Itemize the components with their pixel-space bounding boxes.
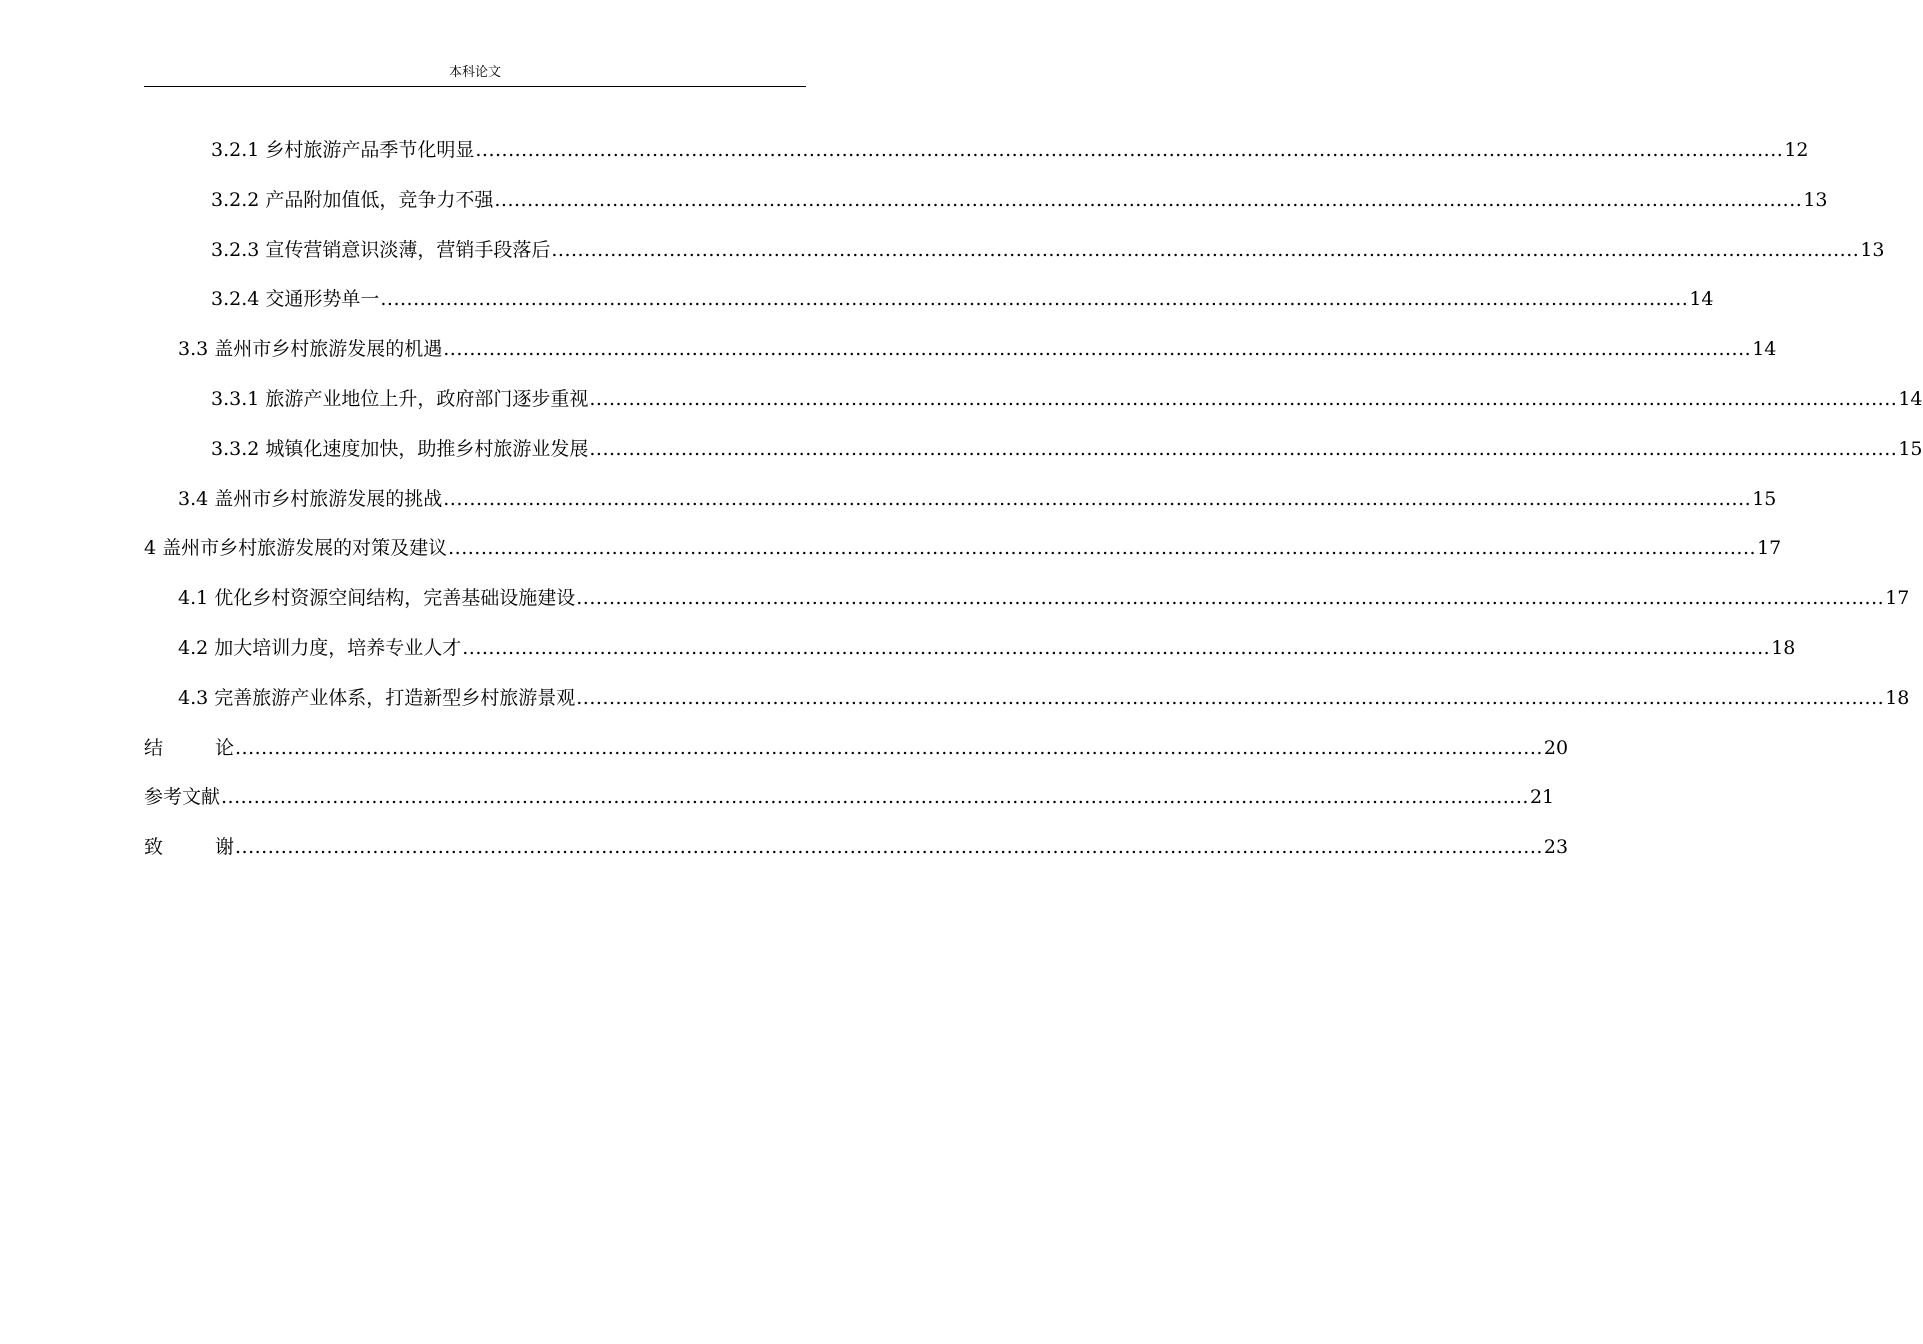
toc-entry-label: 3.2.4 交通形势单一 xyxy=(211,288,380,311)
table-of-contents xyxy=(144,130,1923,877)
toc-leader-dots: ........................................................................................................................................................................................................ xyxy=(576,686,1885,709)
toc-entry-label: 3.3 盖州市乡村旅游发展的机遇 xyxy=(178,338,443,361)
toc-page-number: 18 xyxy=(1771,636,1796,659)
toc-entry-label-char: 论 xyxy=(214,736,234,759)
toc-page-number: 20 xyxy=(1543,736,1569,759)
toc-entry[interactable] xyxy=(144,827,1569,877)
toc-entry-label: 3.2.3 宣传营销意识淡薄，营销手段落后 xyxy=(211,238,551,261)
toc-leader-dots: ........................................................................................................................................................................................................ xyxy=(380,288,1689,311)
toc-entry[interactable] xyxy=(144,578,1910,628)
toc-entry[interactable] xyxy=(144,180,1828,230)
toc-page-number: 14 xyxy=(1752,338,1777,361)
toc-page-number: 15 xyxy=(1752,487,1777,510)
toc-page-number: 14 xyxy=(1898,387,1923,410)
toc-leader-dots: ........................................................................................................................................................................................................ xyxy=(475,139,1784,161)
toc-entry-label: 4.3 完善旅游产业体系，打造新型乡村旅游景观 xyxy=(178,686,576,709)
toc-page-number: 12 xyxy=(1784,139,1809,161)
toc-entry-label: 3.3.1 旅游产业地位上升，政府部门逐步重视 xyxy=(211,387,589,410)
toc-entry-label xyxy=(144,827,234,867)
toc-leader-dots: ........................................................................................................................................................................................................ xyxy=(448,537,1757,560)
toc-entry[interactable] xyxy=(144,528,1782,578)
toc-entry-label: 参考文献 xyxy=(144,786,221,809)
toc-entry-label-char: 结 xyxy=(144,736,164,759)
toc-page-number: 17 xyxy=(1757,537,1782,560)
toc-page-number: 23 xyxy=(1543,836,1569,859)
toc-entry-label: 4.2 加大培训力度，培养专业人才 xyxy=(178,636,462,659)
toc-entry[interactable] xyxy=(144,429,1923,479)
toc-leader-dots: ........................................................................................................................................................................................................ xyxy=(443,338,1752,361)
toc-entry-label-char: 致 xyxy=(144,836,164,859)
toc-page-number: 13 xyxy=(1803,188,1828,211)
toc-entry[interactable] xyxy=(144,279,1714,329)
toc-entry-label: 3.2.2 产品附加值低，竞争力不强 xyxy=(211,188,494,211)
toc-entry[interactable] xyxy=(144,777,1555,827)
toc-entry[interactable] xyxy=(144,628,1796,678)
toc-leader-dots: ........................................................................................................................................................................................................ xyxy=(235,736,1543,759)
toc-page-number: 13 xyxy=(1860,238,1885,261)
toc-leader-dots: ........................................................................................................................................................................................................ xyxy=(589,437,1898,460)
toc-entry-label: 4.1 优化乡村资源空间结构，完善基础设施建设 xyxy=(178,587,576,610)
toc-entry[interactable] xyxy=(144,379,1923,429)
toc-entry-label-char: 谢 xyxy=(214,836,234,859)
toc-leader-dots: ........................................................................................................................................................................................................ xyxy=(551,238,1860,261)
toc-leader-dots: ........................................................................................................................................................................................................ xyxy=(589,387,1898,410)
page-header xyxy=(144,64,806,87)
toc-entry[interactable] xyxy=(144,130,1809,180)
toc-leader-dots: ........................................................................................................................................................................................................ xyxy=(462,636,1771,659)
toc-entry[interactable] xyxy=(144,678,1910,728)
toc-entry-label: 3.3.2 城镇化速度加快，助推乡村旅游业发展 xyxy=(211,437,589,460)
toc-entry-label: 3.2.1 乡村旅游产品季节化明显 xyxy=(211,139,475,161)
toc-page-number: 14 xyxy=(1689,288,1714,311)
toc-page-number: 18 xyxy=(1885,686,1910,709)
toc-leader-dots: ........................................................................................................................................................................................................ xyxy=(576,587,1885,610)
toc-page-number: 17 xyxy=(1885,587,1910,610)
toc-leader-dots: ........................................................................................................................................................................................................ xyxy=(443,487,1752,510)
toc-entry[interactable] xyxy=(144,230,1885,280)
toc-page-number: 15 xyxy=(1898,437,1923,460)
toc-entry-label: 3.4 盖州市乡村旅游发展的挑战 xyxy=(178,487,443,510)
toc-leader-dots: ........................................................................................................................................................................................................ xyxy=(235,836,1543,859)
toc-entry-label: 4 盖州市乡村旅游发展的对策及建议 xyxy=(144,537,448,560)
toc-entry[interactable] xyxy=(144,728,1569,778)
header-title: 本科论文 xyxy=(448,65,501,80)
toc-leader-dots: ........................................................................................................................................................................................................ xyxy=(221,786,1529,809)
toc-page-number: 21 xyxy=(1529,786,1555,809)
toc-entry-label xyxy=(144,728,234,768)
toc-entry[interactable] xyxy=(144,329,1777,379)
toc-entry[interactable] xyxy=(144,479,1777,529)
toc-leader-dots: ........................................................................................................................................................................................................ xyxy=(494,188,1803,211)
